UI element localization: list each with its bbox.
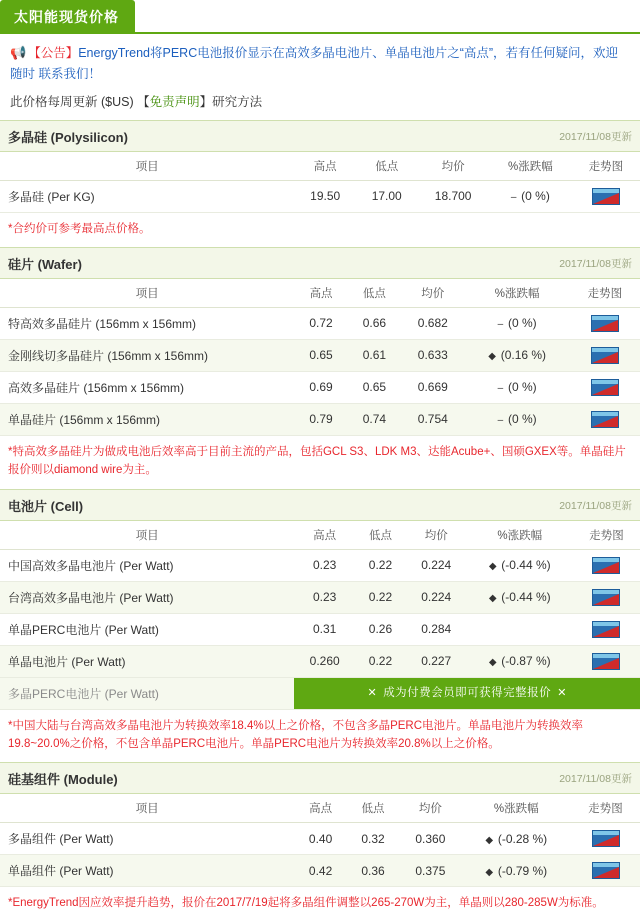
flat-icon: –: [497, 415, 506, 427]
price-table: [0, 152, 640, 213]
price-section: [0, 120, 640, 247]
cell-low: 0.66: [348, 307, 401, 339]
column-header-change: %涨跌幅: [462, 794, 571, 823]
section-footnote: *中国大陆与台湾高效多晶电池片为转换效率18.4%以上之价格，不包含多晶PERC电池片。单晶电池片为转换效率19.8~20.0%之价格，不包含单晶PERC电池片。单晶PERC电池片为转换效率20.8%以上之价格。: [8, 719, 584, 751]
column-header-low: 低点: [356, 152, 418, 181]
update-info-mid: 】: [199, 94, 213, 109]
cell-item-name: 单晶PERC电池片 (Per Watt): [0, 613, 294, 645]
cell-low: 0.22: [355, 581, 406, 613]
sections-container: [0, 120, 640, 922]
cell-average: 0.224: [406, 549, 467, 581]
cell-low: 0.32: [347, 823, 399, 855]
table-header-row: [0, 794, 640, 823]
column-header-high: 高点: [294, 152, 356, 181]
table-row: [0, 403, 640, 435]
cell-high: 0.23: [294, 549, 355, 581]
lock-x-icon-left: ✕: [367, 686, 378, 699]
cell-low: 0.61: [348, 339, 401, 371]
arrow-down-icon: ◆: [485, 834, 496, 846]
trend-chart-icon[interactable]: [592, 589, 620, 606]
cell-chart[interactable]: [570, 339, 640, 371]
cell-high: 0.79: [294, 403, 347, 435]
cell-low: 0.22: [355, 549, 406, 581]
cell-average: 0.669: [401, 371, 464, 403]
change-value: (-0.87 %): [501, 654, 551, 669]
trend-chart-icon[interactable]: [591, 347, 619, 364]
cell-chart[interactable]: [571, 823, 640, 855]
table-row: [0, 307, 640, 339]
lock-x-icon-right: ✕: [557, 686, 567, 699]
flat-icon: –: [497, 319, 506, 331]
page-title: 太阳能现货价格: [0, 0, 135, 34]
cell-change: [467, 549, 573, 581]
table-header-row: [0, 521, 640, 550]
cell-change: [462, 855, 571, 887]
arrow-down-icon: ◆: [488, 657, 500, 669]
cell-average: 0.227: [406, 645, 467, 677]
section-footnote: *合约价可参考最高点价格。: [8, 222, 151, 235]
cell-high: 0.40: [294, 823, 346, 855]
table-header-row: [0, 152, 640, 181]
cell-change: [462, 823, 571, 855]
cell-change: [464, 403, 569, 435]
cell-chart[interactable]: [572, 180, 640, 212]
cell-low: 0.26: [355, 613, 406, 645]
column-header-average: 均价: [399, 794, 461, 823]
cell-high: 0.69: [294, 371, 347, 403]
table-row: [0, 549, 640, 581]
cell-change: [464, 371, 569, 403]
become-member-label: 成为付费会员即可获得完整报价: [383, 686, 552, 699]
table-row: [0, 855, 640, 887]
section-header: [0, 120, 640, 152]
cell-item-name: 高效多晶硅片 (156mm x 156mm): [0, 371, 294, 403]
table-row: [0, 613, 640, 645]
cell-average: 18.700: [417, 180, 488, 212]
section-update-date: 2017/11/08更新: [559, 257, 632, 270]
trend-chart-icon[interactable]: [592, 653, 620, 670]
column-header-chart: 走势图: [572, 152, 640, 181]
table-row: [0, 180, 640, 212]
disclaimer-link[interactable]: 免责声明: [149, 94, 200, 109]
column-header-item: 项目: [0, 152, 294, 181]
section-title: 多晶硅 (Polysilicon): [8, 129, 128, 145]
update-info-line: [0, 90, 640, 120]
cell-average: 0.375: [399, 855, 461, 887]
column-header-low: 低点: [355, 521, 406, 550]
cell-chart[interactable]: [573, 581, 640, 613]
announcement-prefix: 【公告】: [28, 46, 79, 60]
change-value: (-0.44 %): [501, 558, 551, 573]
column-header-chart: 走势图: [570, 279, 640, 308]
trend-chart-icon[interactable]: [592, 621, 620, 638]
cell-change: [467, 613, 573, 645]
announcement-body: EnergyTrend将PERC电池报价显示在高效多晶电池片、单晶电池片之“高点”，若有任何疑问，欢迎随时: [10, 46, 619, 82]
cell-change: [464, 339, 569, 371]
section-footnote: *特高效多晶硅片为做成电池后效率高于目前主流的产品，包括GCL S3、LDK M3、达能Acube+、国硕GXEX等。单晶硅片报价则以diamond wire为主。: [8, 445, 626, 477]
change-value: (-0.28 %): [497, 831, 548, 846]
cell-low: 17.00: [356, 180, 418, 212]
cell-high: 0.31: [294, 613, 355, 645]
price-table: [0, 279, 640, 436]
cell-change: [467, 645, 573, 677]
price-table: [0, 794, 640, 887]
price-table: [0, 521, 640, 678]
section-update-date: 2017/11/08更新: [559, 130, 632, 143]
cell-chart[interactable]: [573, 645, 640, 677]
column-header-average: 均价: [406, 521, 467, 550]
flat-icon: –: [510, 192, 520, 203]
cell-chart[interactable]: [570, 371, 640, 403]
cell-chart[interactable]: [573, 613, 640, 645]
cell-chart[interactable]: [570, 307, 640, 339]
locked-item-name: 多晶PERC电池片 (Per Watt): [8, 686, 159, 701]
column-header-change: %涨跌幅: [489, 152, 572, 181]
trend-chart-icon[interactable]: [591, 411, 619, 428]
cell-change: [489, 180, 572, 212]
column-header-high: 高点: [294, 521, 355, 550]
cell-average: 0.633: [401, 339, 464, 371]
cell-item-name: 特高效多晶硅片 (156mm x 156mm): [0, 307, 294, 339]
change-value: (-0.44 %): [501, 590, 551, 605]
cell-high: 19.50: [294, 180, 356, 212]
cell-chart[interactable]: [573, 549, 640, 581]
arrow-up-icon: ◆: [488, 351, 499, 363]
column-header-low: 低点: [348, 279, 401, 308]
cell-item-name: 中国高效多晶电池片 (Per Watt): [0, 549, 294, 581]
arrow-down-icon: ◆: [488, 561, 500, 573]
methodology-link[interactable]: 研究方法: [212, 94, 263, 109]
price-section: [0, 762, 640, 921]
trend-chart-icon[interactable]: [592, 830, 620, 847]
change-value: (-0.79 %): [497, 863, 548, 878]
column-header-chart: 走势图: [573, 521, 640, 550]
section-title: 硅片 (Wafer): [8, 256, 82, 272]
cell-high: 0.72: [294, 307, 347, 339]
trend-chart-icon[interactable]: [592, 557, 620, 574]
column-header-chart: 走势图: [571, 794, 640, 823]
cell-low: 0.65: [348, 371, 401, 403]
flat-icon: –: [497, 383, 506, 395]
table-row: [0, 581, 640, 613]
arrow-down-icon: ◆: [488, 593, 500, 605]
contact-us-link[interactable]: 联系我们: [38, 67, 89, 82]
cell-chart[interactable]: [571, 855, 640, 887]
announcement-tail: ！: [88, 67, 102, 82]
change-value: (0 %): [507, 316, 537, 331]
cell-item-name: 单晶硅片 (156mm x 156mm): [0, 403, 294, 435]
cell-high: 0.65: [294, 339, 347, 371]
megaphone-icon: 📢: [10, 45, 27, 60]
section-title: 电池片 (Cell): [8, 498, 84, 514]
cell-item-name: 台湾高效多晶电池片 (Per Watt): [0, 581, 294, 613]
price-section: [0, 247, 640, 489]
change-value: (0.16 %): [500, 348, 547, 363]
cell-low: 0.36: [347, 855, 399, 887]
cell-item-name: 多晶组件 (Per Watt): [0, 823, 294, 855]
cell-average: 0.224: [406, 581, 467, 613]
cell-low: 0.74: [348, 403, 401, 435]
cell-item-name: 金刚线切多晶硅片 (156mm x 156mm): [0, 339, 294, 371]
column-header-item: 项目: [0, 279, 294, 308]
change-value: (0 %): [521, 189, 550, 203]
cell-high: 0.42: [294, 855, 346, 887]
cell-average: 0.682: [401, 307, 464, 339]
column-header-low: 低点: [347, 794, 399, 823]
table-row: [0, 823, 640, 855]
column-header-item: 项目: [0, 521, 294, 550]
column-header-high: 高点: [294, 279, 347, 308]
section-header: [0, 489, 640, 521]
trend-chart-icon[interactable]: [592, 862, 620, 879]
table-header-row: [0, 279, 640, 308]
update-info-prefix: 此价格每周更新 ($US) 【: [10, 94, 150, 109]
section-header: [0, 247, 640, 279]
cell-average: 0.754: [401, 403, 464, 435]
section-title: 硅基组件 (Module): [8, 772, 118, 788]
table-row: [0, 339, 640, 371]
section-header: [0, 762, 640, 794]
cell-high: 0.23: [294, 581, 355, 613]
become-member-button[interactable]: [294, 678, 640, 709]
column-header-change: %涨跌幅: [464, 279, 569, 308]
table-row: [0, 645, 640, 677]
column-header-high: 高点: [294, 794, 346, 823]
cell-low: 0.22: [355, 645, 406, 677]
section-update-date: 2017/11/08更新: [559, 499, 632, 512]
page-header: [0, 0, 640, 32]
column-header-change: %涨跌幅: [467, 521, 573, 550]
trend-chart-icon[interactable]: [591, 379, 619, 396]
column-header-average: 均价: [401, 279, 464, 308]
announcement-block: [0, 34, 640, 90]
cell-item-name: 单晶组件 (Per Watt): [0, 855, 294, 887]
price-section: [0, 489, 640, 763]
table-row: [0, 371, 640, 403]
cell-chart[interactable]: [570, 403, 640, 435]
cell-high: 0.260: [294, 645, 355, 677]
cell-change: [464, 307, 569, 339]
cell-average: 0.360: [399, 823, 461, 855]
cell-change: [467, 581, 573, 613]
trend-chart-icon[interactable]: [591, 315, 619, 332]
column-header-item: 项目: [0, 794, 294, 823]
change-value: (0 %): [507, 412, 537, 427]
cell-item-name: 单晶电池片 (Per Watt): [0, 645, 294, 677]
section-footnote: *EnergyTrend因应效率提升趋势，报价在2017/7/19起将多晶组件调整以265-270W为主，单晶则以280-285W为标准。: [8, 897, 604, 910]
section-update-date: 2017/11/08更新: [559, 773, 632, 786]
column-header-average: 均价: [417, 152, 488, 181]
locked-price-row: [0, 678, 640, 710]
change-value: (0 %): [507, 380, 537, 395]
cell-item-name: 多晶硅 (Per KG): [0, 180, 294, 212]
arrow-down-icon: ◆: [485, 866, 496, 878]
trend-chart-icon[interactable]: [592, 188, 620, 205]
cell-average: 0.284: [406, 613, 467, 645]
